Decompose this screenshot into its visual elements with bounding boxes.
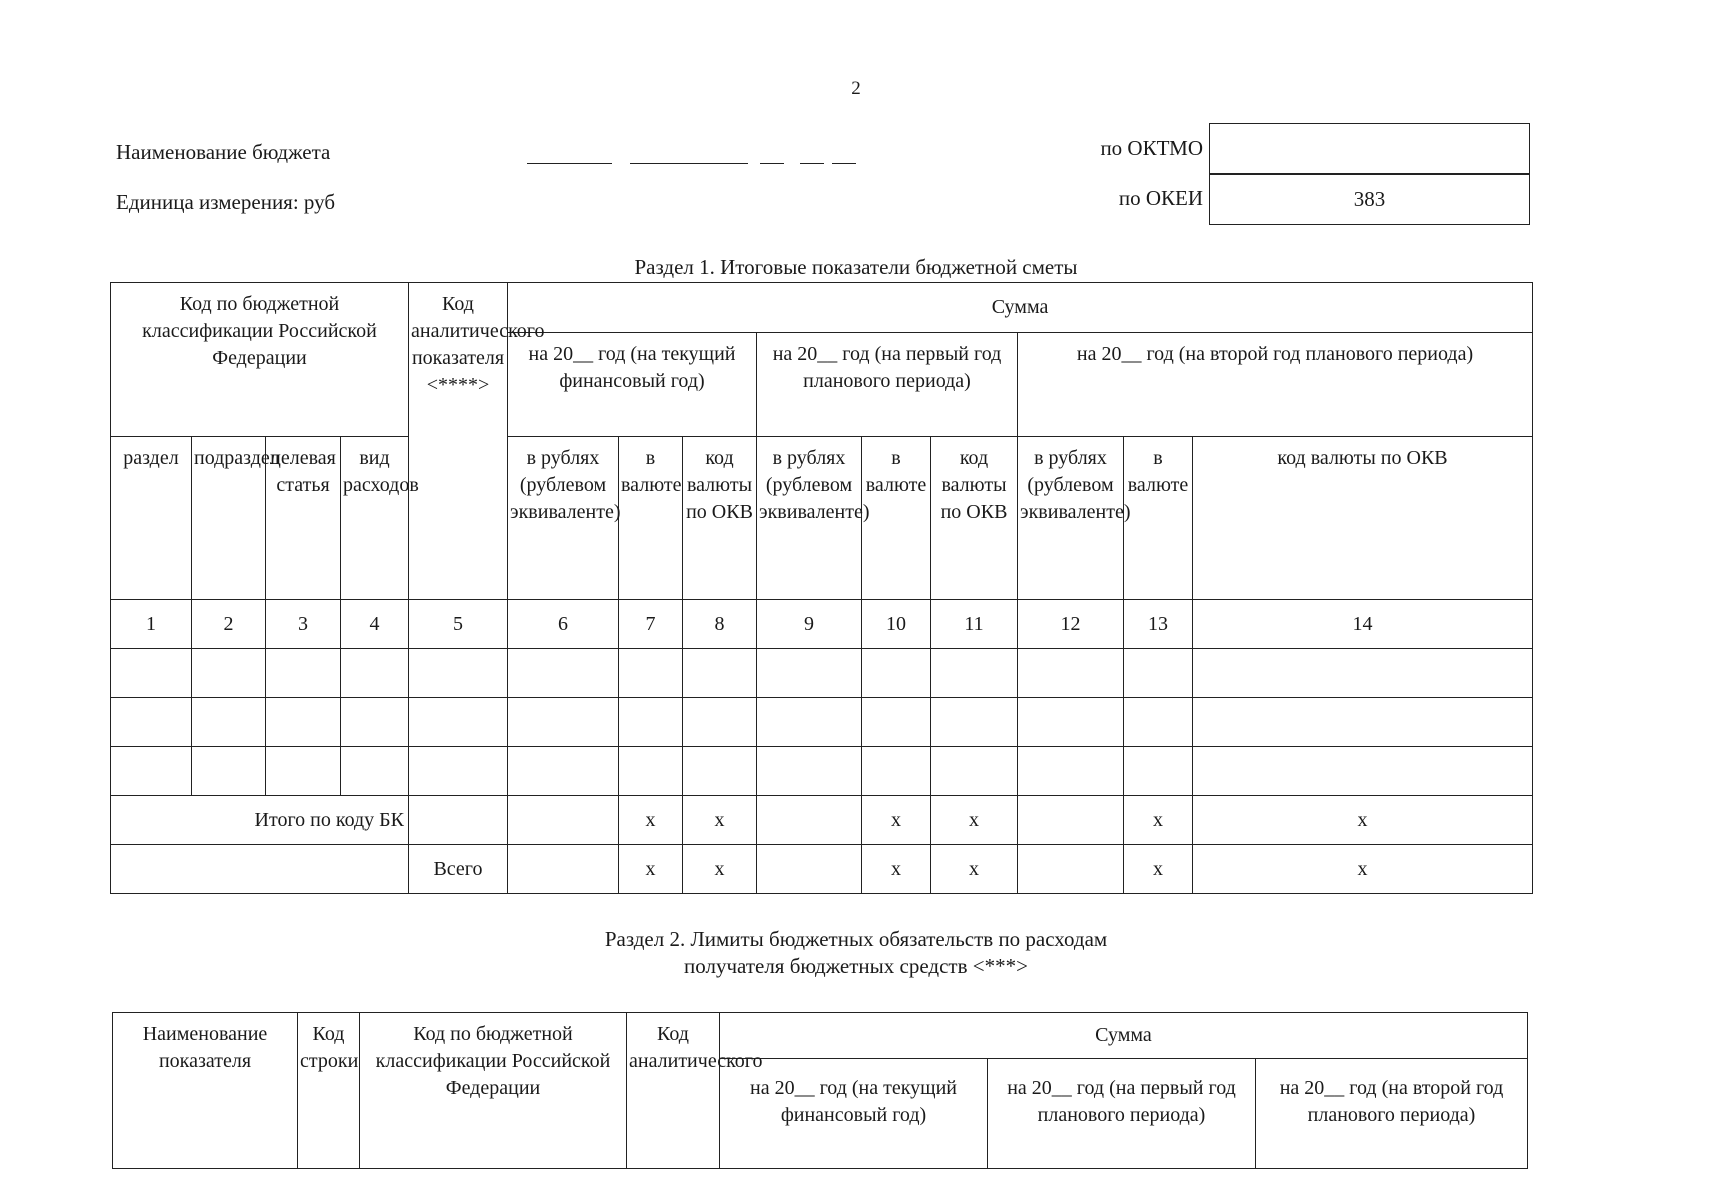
section2-table <box>112 1012 1528 1169</box>
okv-first-header: код валюты по ОКВ <box>931 437 1018 600</box>
cell[interactable] <box>409 698 508 747</box>
blank-line <box>760 163 784 164</box>
page-number: 2 <box>851 78 861 99</box>
rub-second-header: в рублях (рублевом эквиваленте) <box>1018 437 1124 600</box>
cell[interactable] <box>341 747 409 796</box>
cell[interactable] <box>757 747 862 796</box>
cell[interactable] <box>409 796 508 845</box>
cell[interactable] <box>508 649 619 698</box>
cell[interactable] <box>683 698 757 747</box>
x-mark: x <box>1124 845 1193 894</box>
okei-field: 383 <box>1209 173 1530 225</box>
rub-current-header: в рублях (рублевом эквиваленте) <box>508 437 619 600</box>
cell[interactable] <box>619 698 683 747</box>
expense-type-header: вид расходов <box>341 437 409 600</box>
x-mark: x <box>683 845 757 894</box>
currency-second-header: в валюте <box>1124 437 1193 600</box>
line-code-header: Код строки <box>298 1013 360 1169</box>
blank-line <box>630 163 748 164</box>
year-second-header: на 20__ год (на второй год планового периода) <box>1256 1059 1528 1169</box>
cell[interactable] <box>409 747 508 796</box>
cell[interactable] <box>619 649 683 698</box>
cell[interactable] <box>683 747 757 796</box>
sum-header: Сумма <box>720 1013 1528 1059</box>
cell[interactable] <box>683 649 757 698</box>
column-number: 1 <box>111 600 192 649</box>
column-number: 10 <box>862 600 931 649</box>
okv-second-header: код валюты по ОКВ <box>1193 437 1533 600</box>
year-second-header: на 20__ год (на второй год планового периода) <box>1018 333 1533 437</box>
cell[interactable] <box>757 796 862 845</box>
analytic-code-header: Код аналитического <box>627 1013 720 1169</box>
bk-code-header: Код по бюджетной классификации Российской Федерации <box>360 1013 627 1169</box>
cell[interactable] <box>508 796 619 845</box>
cell[interactable] <box>1018 747 1124 796</box>
x-mark: x <box>931 845 1018 894</box>
cell[interactable] <box>1124 698 1193 747</box>
cell[interactable] <box>1193 747 1533 796</box>
total-bk-row <box>111 796 1533 845</box>
indicator-name-header: Наименование показателя <box>113 1013 298 1169</box>
x-mark: x <box>1193 796 1533 845</box>
analytic-code-header: Код аналитического показателя <****> <box>409 283 508 600</box>
section1-grid <box>110 282 1533 894</box>
section2-title-line2: получателя бюджетных средств <***> <box>684 954 1028 978</box>
cell[interactable] <box>1018 845 1124 894</box>
cell[interactable] <box>862 649 931 698</box>
okei-label: по ОКЕИ <box>1118 186 1203 210</box>
bk-code-header: Код по бюджетной классификации Российской Федерации <box>111 283 409 437</box>
cell[interactable] <box>341 698 409 747</box>
year-current-header: на 20__ год (на текущий финансовый год) <box>508 333 757 437</box>
column-number: 9 <box>757 600 862 649</box>
year-current-header: на 20__ год (на текущий финансовый год) <box>720 1059 988 1169</box>
cell[interactable] <box>111 649 192 698</box>
table-row <box>111 747 1533 796</box>
cell[interactable] <box>757 698 862 747</box>
oktmo-label: по ОКТМО <box>1100 136 1203 160</box>
cell[interactable] <box>341 649 409 698</box>
x-mark: x <box>931 796 1018 845</box>
x-mark: x <box>683 796 757 845</box>
column-number: 4 <box>341 600 409 649</box>
x-mark: x <box>1124 796 1193 845</box>
unit-label: Единица измерения: руб <box>116 190 336 214</box>
podrazdel-header: подраздел <box>192 437 266 600</box>
cell[interactable] <box>1018 796 1124 845</box>
cell[interactable] <box>1018 649 1124 698</box>
year-first-header: на 20__ год (на первый год планового периода) <box>988 1059 1256 1169</box>
cell[interactable] <box>1018 698 1124 747</box>
cell[interactable] <box>931 698 1018 747</box>
blank-line <box>800 163 824 164</box>
x-mark: x <box>862 845 931 894</box>
cell[interactable] <box>508 698 619 747</box>
total-bk-label: Итого по коду БК <box>111 796 409 845</box>
cell[interactable] <box>192 698 266 747</box>
blank-line <box>527 163 612 164</box>
blank-line <box>832 163 856 164</box>
cell[interactable] <box>266 649 341 698</box>
cell[interactable] <box>266 698 341 747</box>
x-mark: x <box>862 796 931 845</box>
oktmo-field <box>1209 123 1530 175</box>
column-number: 2 <box>192 600 266 649</box>
cell[interactable] <box>1124 649 1193 698</box>
column-numbers-row <box>111 600 1533 649</box>
cell[interactable] <box>757 845 862 894</box>
grand-total-label: Всего <box>409 845 508 894</box>
cell[interactable] <box>508 845 619 894</box>
table-row <box>111 698 1533 747</box>
section1-title: Раздел 1. Итоговые показатели бюджетной сметы <box>634 255 1078 279</box>
cell <box>111 845 409 894</box>
cell[interactable] <box>266 747 341 796</box>
cell[interactable] <box>862 698 931 747</box>
sum-header: Сумма <box>508 283 1533 333</box>
x-mark: x <box>619 796 683 845</box>
column-number: 8 <box>683 600 757 649</box>
cell[interactable] <box>1124 747 1193 796</box>
column-number: 11 <box>931 600 1018 649</box>
cell[interactable] <box>757 649 862 698</box>
cell[interactable] <box>192 747 266 796</box>
column-number: 12 <box>1018 600 1124 649</box>
cell[interactable] <box>192 649 266 698</box>
column-number: 6 <box>508 600 619 649</box>
cell[interactable] <box>111 747 192 796</box>
year-first-header: на 20__ год (на первый год планового периода) <box>757 333 1018 437</box>
cell[interactable] <box>111 698 192 747</box>
grand-total-row <box>111 845 1533 894</box>
x-mark: x <box>1193 845 1533 894</box>
section2-title-line1: Раздел 2. Лимиты бюджетных обязательств по расходам <box>604 927 1108 951</box>
cell[interactable] <box>1193 698 1533 747</box>
rub-first-header: в рублях (рублевом эквиваленте) <box>757 437 862 600</box>
column-number: 7 <box>619 600 683 649</box>
column-number: 13 <box>1124 600 1193 649</box>
cell[interactable] <box>508 747 619 796</box>
cell[interactable] <box>1193 649 1533 698</box>
cell[interactable] <box>409 649 508 698</box>
razdel-header: раздел <box>111 437 192 600</box>
column-number: 14 <box>1193 600 1533 649</box>
cell[interactable] <box>862 747 931 796</box>
okv-current-header: код валюты по ОКВ <box>683 437 757 600</box>
table-row <box>111 649 1533 698</box>
currency-first-header: в валюте <box>862 437 931 600</box>
target-article-header: целевая статья <box>266 437 341 600</box>
cell[interactable] <box>931 747 1018 796</box>
cell[interactable] <box>619 747 683 796</box>
x-mark: x <box>619 845 683 894</box>
column-number: 3 <box>266 600 341 649</box>
budget-name-label: Наименование бюджета <box>116 140 331 164</box>
column-number: 5 <box>409 600 508 649</box>
currency-current-header: в валюте <box>619 437 683 600</box>
cell[interactable] <box>931 649 1018 698</box>
